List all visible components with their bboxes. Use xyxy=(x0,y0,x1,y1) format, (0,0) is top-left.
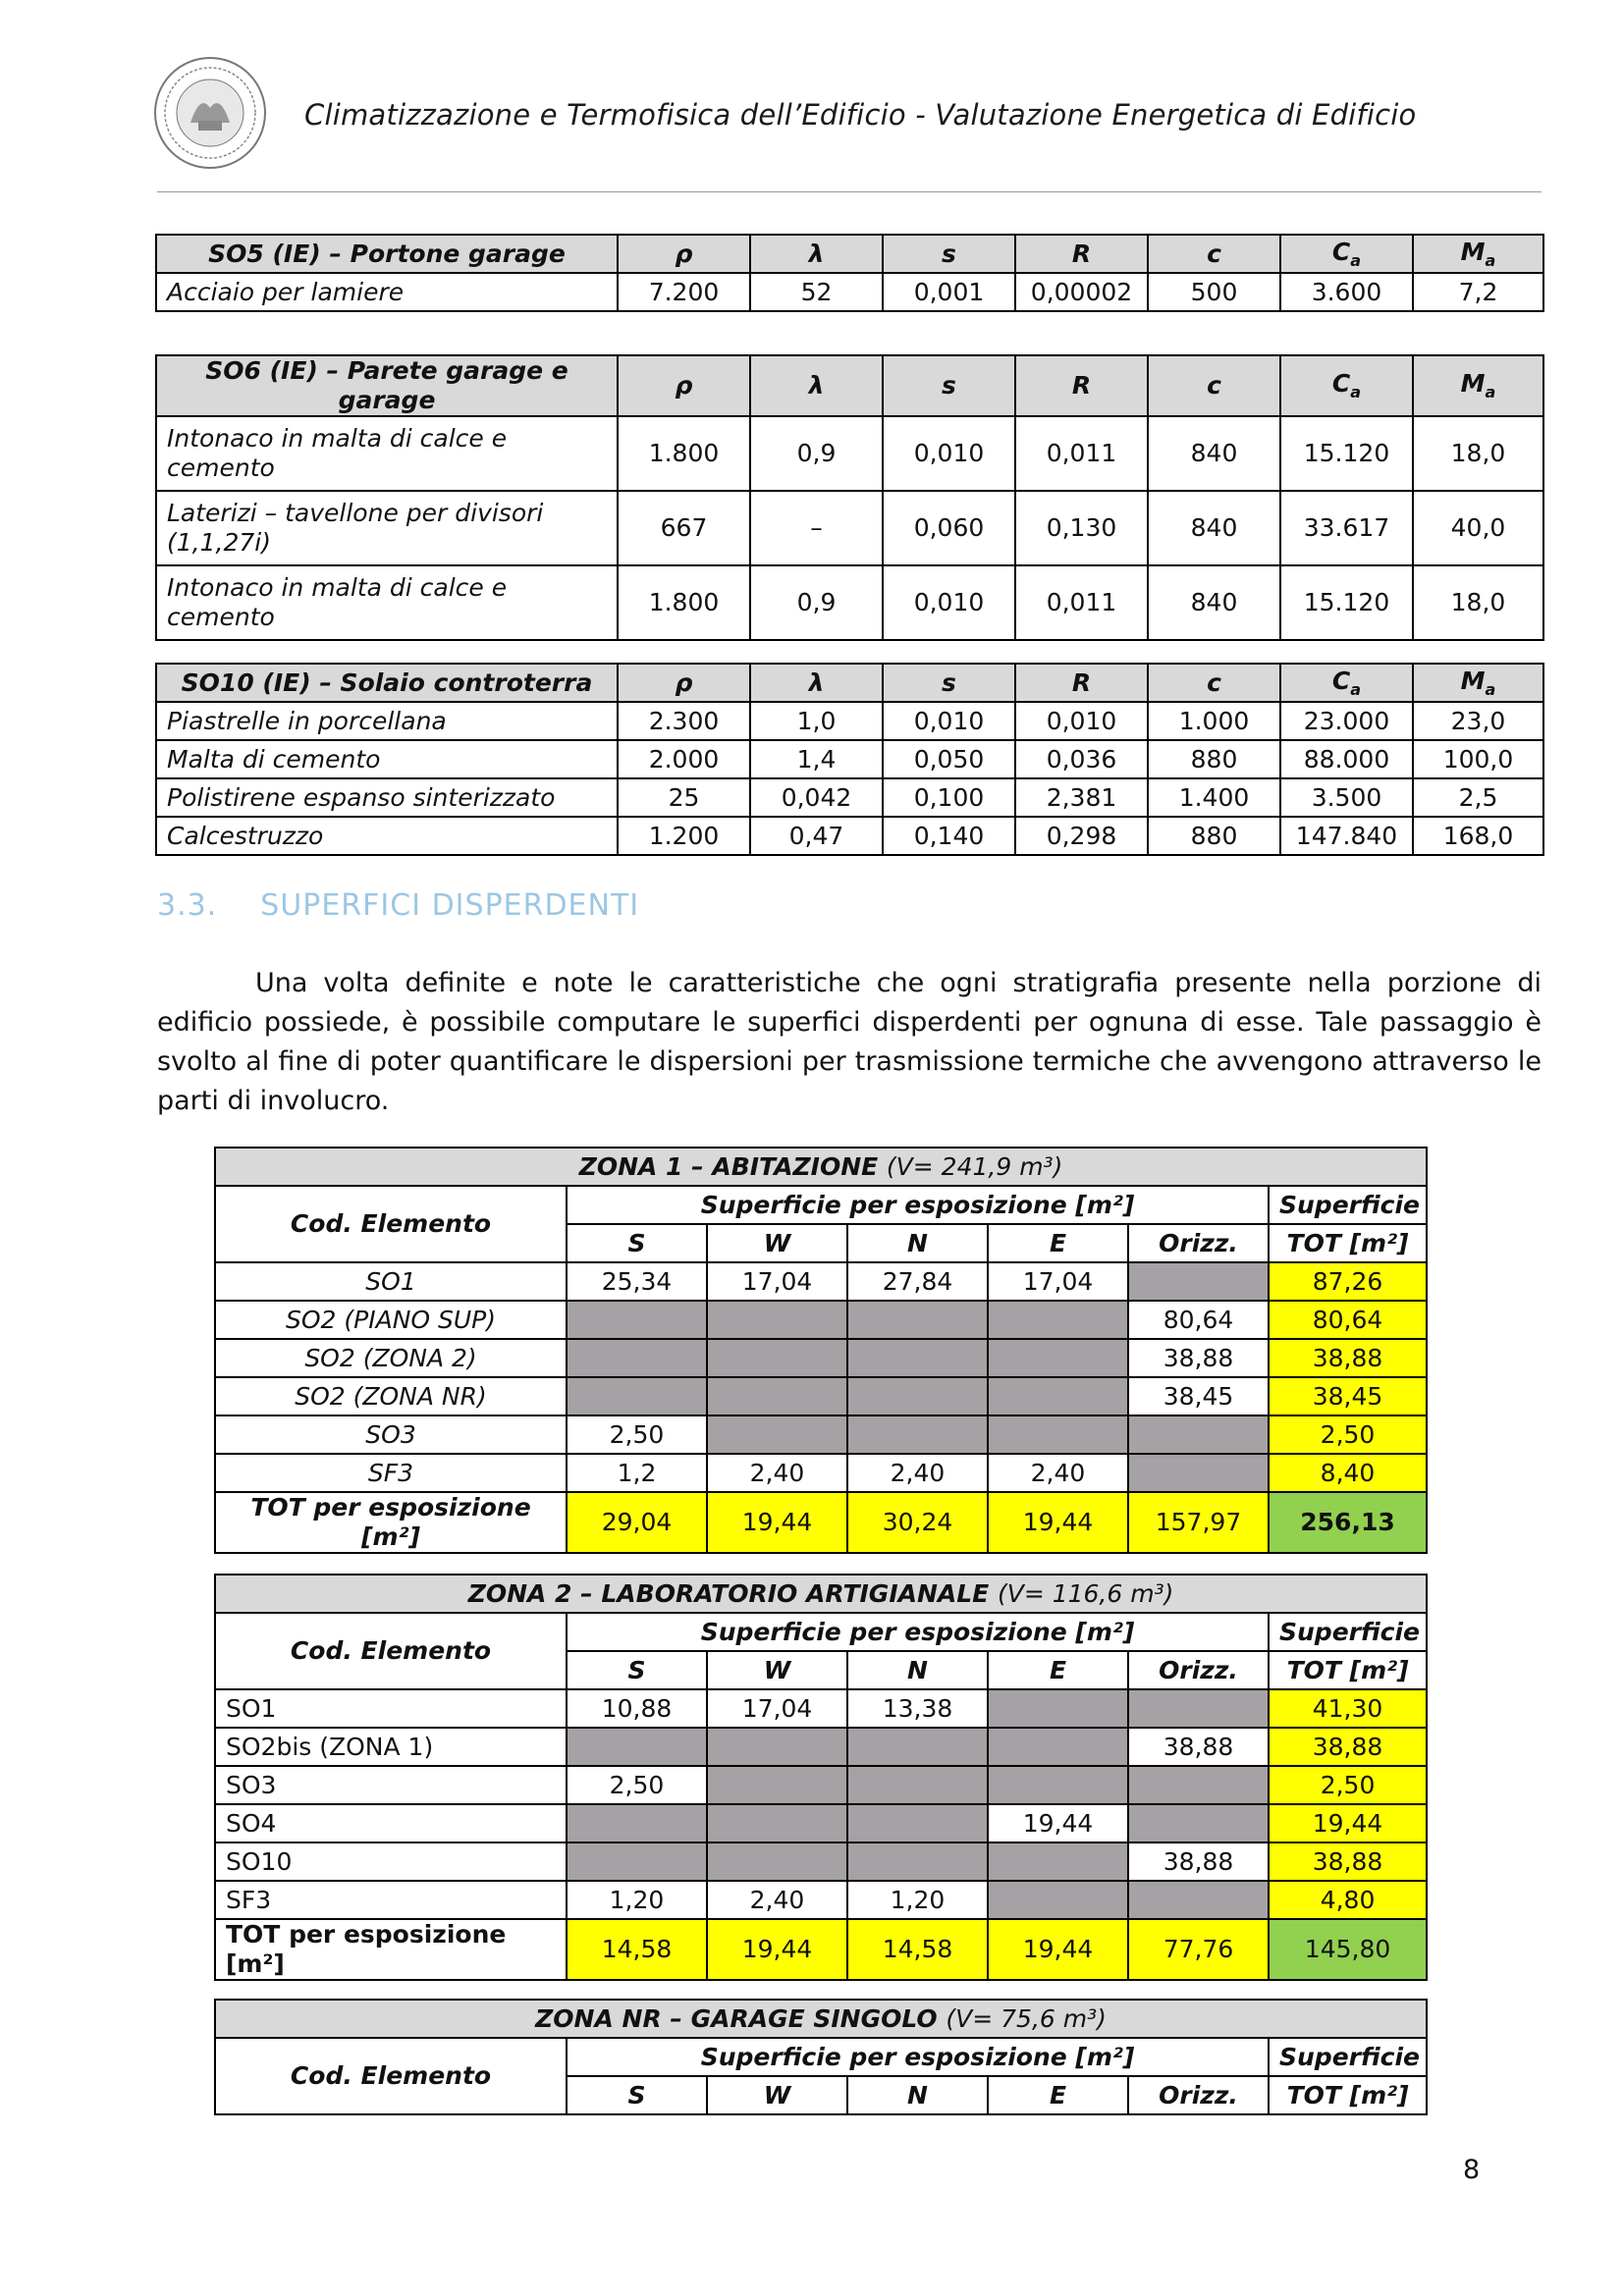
cell-orizz xyxy=(1128,1262,1269,1301)
section-title: SUPERFICI DISPERDENTI xyxy=(260,888,640,923)
cell-e: 17,04 xyxy=(988,1262,1128,1301)
row-name: Malta di cemento xyxy=(156,740,618,778)
table-row xyxy=(215,1415,1427,1454)
zone-name: ZONA 2 – LABORATORIO ARTIGIANALE xyxy=(467,1578,990,1608)
cell-e xyxy=(988,1377,1128,1415)
cell-w xyxy=(707,1339,847,1377)
cell-n xyxy=(847,1766,988,1804)
zone-volume: (V= 116,6 m³) xyxy=(997,1578,1174,1608)
cell-e xyxy=(988,1689,1128,1728)
total-header-1: Superficie xyxy=(1269,1186,1427,1224)
table-row xyxy=(215,1728,1427,1766)
cell: 0,036 xyxy=(1015,740,1148,778)
total-orizz: 157,97 xyxy=(1128,1492,1269,1553)
cell-e xyxy=(988,1728,1128,1766)
cell: 880 xyxy=(1148,740,1280,778)
col-ca: $C_a$ xyxy=(1280,355,1413,416)
cell: 667 xyxy=(618,491,750,565)
col-c: c xyxy=(1148,664,1280,702)
cell-s xyxy=(567,1804,707,1842)
total-s: 14,58 xyxy=(567,1919,707,1980)
cell: 15.120 xyxy=(1280,565,1413,640)
totals-row xyxy=(215,1919,1427,1980)
totals-label: TOT per esposizione [m²] xyxy=(215,1492,567,1553)
exp-s: S xyxy=(567,2076,707,2114)
cell-n xyxy=(847,1804,988,1842)
table-title: SO5 (IE) – Portone garage xyxy=(156,235,618,273)
cell-orizz: 38,88 xyxy=(1128,1339,1269,1377)
code: SO4 xyxy=(215,1804,567,1842)
zone-name: ZONA 1 – ABITAZIONE xyxy=(578,1151,879,1181)
cell: 840 xyxy=(1148,416,1280,491)
cell-orizz xyxy=(1128,1415,1269,1454)
cell-total: 4,80 xyxy=(1269,1881,1427,1919)
table-row xyxy=(215,1262,1427,1301)
cell-w xyxy=(707,1415,847,1454)
cell: 1.000 xyxy=(1148,702,1280,740)
table-row xyxy=(156,778,1543,817)
cell-w: 2,40 xyxy=(707,1454,847,1492)
cell: 0,042 xyxy=(750,778,883,817)
cell: 1.800 xyxy=(618,416,750,491)
row-name: Calcestruzzo xyxy=(156,817,618,855)
table-row xyxy=(156,702,1543,740)
cell-n xyxy=(847,1728,988,1766)
cell: 3.600 xyxy=(1280,273,1413,311)
cod-elemento-header: Cod. Elemento xyxy=(215,1186,567,1262)
section-number: 3.3. xyxy=(157,888,218,923)
code: SO2 (ZONA NR) xyxy=(215,1377,567,1415)
col-rho: ρ xyxy=(618,355,750,416)
code: SO2bis (ZONA 1) xyxy=(215,1728,567,1766)
cell-total: 2,50 xyxy=(1269,1415,1427,1454)
header-title: Climatizzazione e Termofisica dell’Edificio - Valutazione Energetica di Edificio xyxy=(304,98,1417,132)
cell-total: 80,64 xyxy=(1269,1301,1427,1339)
cell-w: 17,04 xyxy=(707,1262,847,1301)
table-zona-2 xyxy=(214,1574,1428,1981)
total-n: 30,24 xyxy=(847,1492,988,1553)
cell-e xyxy=(988,1842,1128,1881)
code: SO1 xyxy=(215,1689,567,1728)
col-lambda: λ xyxy=(750,235,883,273)
total-header-2: TOT [m²] xyxy=(1269,2076,1427,2114)
cell: 23,0 xyxy=(1413,702,1543,740)
table-row xyxy=(156,740,1543,778)
code: SF3 xyxy=(215,1454,567,1492)
cell-n: 1,20 xyxy=(847,1881,988,1919)
cell-w xyxy=(707,1766,847,1804)
cell: 840 xyxy=(1148,491,1280,565)
table-row xyxy=(156,416,1543,491)
table-row xyxy=(215,1842,1427,1881)
col-c: c xyxy=(1148,235,1280,273)
cell-s xyxy=(567,1728,707,1766)
zone-title-row xyxy=(215,1148,1427,1186)
col-ma: $M_a$ xyxy=(1413,355,1543,416)
cell-orizz: 38,88 xyxy=(1128,1842,1269,1881)
cell: 52 xyxy=(750,273,883,311)
university-seal-icon xyxy=(151,54,269,172)
cell: 1.200 xyxy=(618,817,750,855)
cell-total: 8,40 xyxy=(1269,1454,1427,1492)
table-row xyxy=(215,1339,1427,1377)
paragraph-text: Una volta definite e note le caratteristiche che ogni stratigrafia presente nella porzione di edificio possiede, è possibile computare le superfici disperdenti per ognuna di esse. Tale passaggio è svolto al fine di poter quantificare le dispersioni per trasmissione termiche che avvengono attraverso le parti di involucro. xyxy=(157,968,1542,1116)
cell: 500 xyxy=(1148,273,1280,311)
cell-w: 17,04 xyxy=(707,1689,847,1728)
cell-total: 38,45 xyxy=(1269,1377,1427,1415)
cell-w xyxy=(707,1301,847,1339)
col-c: c xyxy=(1148,355,1280,416)
cell: 168,0 xyxy=(1413,817,1543,855)
cell-n xyxy=(847,1339,988,1377)
zone-title xyxy=(215,1148,1427,1186)
table-row xyxy=(215,1377,1427,1415)
table-zona-1 xyxy=(214,1147,1428,1554)
cell: – xyxy=(750,491,883,565)
cell: 0,011 xyxy=(1015,416,1148,491)
code: SO3 xyxy=(215,1415,567,1454)
row-name: Intonaco in malta di calce e cemento xyxy=(156,565,618,640)
table-row xyxy=(215,1881,1427,1919)
zone-header-row xyxy=(215,2038,1427,2076)
col-s: s xyxy=(883,664,1015,702)
cell: 0,060 xyxy=(883,491,1015,565)
cell: 1.400 xyxy=(1148,778,1280,817)
cell: 1,4 xyxy=(750,740,883,778)
totals-row xyxy=(215,1492,1427,1553)
cell-w xyxy=(707,1728,847,1766)
surface-header: Superficie per esposizione [m²] xyxy=(567,1186,1269,1224)
cell-s: 2,50 xyxy=(567,1766,707,1804)
cell: 88.000 xyxy=(1280,740,1413,778)
cell-w xyxy=(707,1804,847,1842)
section-heading xyxy=(157,888,639,923)
cell-e xyxy=(988,1881,1128,1919)
row-name: Acciaio per lamiere xyxy=(156,273,618,311)
surface-header: Superficie per esposizione [m²] xyxy=(567,2038,1269,2076)
cell: 7,2 xyxy=(1413,273,1543,311)
cell-s xyxy=(567,1842,707,1881)
cell-e xyxy=(988,1766,1128,1804)
grand-total: 145,80 xyxy=(1269,1919,1427,1980)
cell-total: 19,44 xyxy=(1269,1804,1427,1842)
col-lambda: λ xyxy=(750,664,883,702)
cell: 0,010 xyxy=(1015,702,1148,740)
exp-e: E xyxy=(988,2076,1128,2114)
cell: 0,050 xyxy=(883,740,1015,778)
cell: 0,010 xyxy=(883,565,1015,640)
table-header-row xyxy=(156,664,1543,702)
cell: 0,9 xyxy=(750,416,883,491)
cod-elemento-header: Cod. Elemento xyxy=(215,1613,567,1689)
cell: 2.300 xyxy=(618,702,750,740)
table-zona-nr xyxy=(214,1999,1428,2115)
table-row xyxy=(215,1689,1427,1728)
cell-s xyxy=(567,1301,707,1339)
table-row xyxy=(156,491,1543,565)
cell: 1.800 xyxy=(618,565,750,640)
totals-label: TOT per esposizione [m²] xyxy=(215,1919,567,1980)
cell-n xyxy=(847,1842,988,1881)
total-header-1: Superficie xyxy=(1269,2038,1427,2076)
zone-header-row xyxy=(215,1186,1427,1224)
code: SO3 xyxy=(215,1766,567,1804)
cell: 0,010 xyxy=(883,702,1015,740)
zone-name: ZONA NR – GARAGE SINGOLO xyxy=(535,2003,938,2033)
cell-orizz: 38,45 xyxy=(1128,1377,1269,1415)
exp-w: W xyxy=(707,1651,847,1689)
cell: 2.000 xyxy=(618,740,750,778)
cell-w: 2,40 xyxy=(707,1881,847,1919)
exp-w: W xyxy=(707,2076,847,2114)
cell: 0,47 xyxy=(750,817,883,855)
cell: 18,0 xyxy=(1413,565,1543,640)
exp-e: E xyxy=(988,1651,1128,1689)
table-header-row xyxy=(156,355,1543,416)
table-row xyxy=(156,273,1543,311)
cell-s: 2,50 xyxy=(567,1415,707,1454)
total-e: 19,44 xyxy=(988,1919,1128,1980)
cell-total: 41,30 xyxy=(1269,1689,1427,1728)
cell: 15.120 xyxy=(1280,416,1413,491)
header-divider xyxy=(157,191,1542,192)
col-lambda: λ xyxy=(750,355,883,416)
zone-volume: (V= 75,6 m³) xyxy=(946,2003,1107,2033)
total-header-2: TOT [m²] xyxy=(1269,1224,1427,1262)
cell: 40,0 xyxy=(1413,491,1543,565)
total-header-1: Superficie xyxy=(1269,1613,1427,1651)
cell-n: 13,38 xyxy=(847,1689,988,1728)
cell: 880 xyxy=(1148,817,1280,855)
cell: 23.000 xyxy=(1280,702,1413,740)
cell: 2,5 xyxy=(1413,778,1543,817)
cell-s: 1,20 xyxy=(567,1881,707,1919)
exp-orizz: Orizz. xyxy=(1128,2076,1269,2114)
cell-e: 19,44 xyxy=(988,1804,1128,1842)
col-rho: ρ xyxy=(618,664,750,702)
cell: 100,0 xyxy=(1413,740,1543,778)
cell-s xyxy=(567,1377,707,1415)
zone-header-row xyxy=(215,1613,1427,1651)
code: SF3 xyxy=(215,1881,567,1919)
code: SO2 (PIANO SUP) xyxy=(215,1301,567,1339)
table-title: SO10 (IE) – Solaio controterra xyxy=(156,664,618,702)
exp-orizz: Orizz. xyxy=(1128,1651,1269,1689)
total-n: 14,58 xyxy=(847,1919,988,1980)
zone-title-row xyxy=(215,2000,1427,2038)
table-row xyxy=(215,1766,1427,1804)
cell-w xyxy=(707,1377,847,1415)
cell-n xyxy=(847,1301,988,1339)
cell-total: 2,50 xyxy=(1269,1766,1427,1804)
zone-title xyxy=(215,1575,1427,1613)
total-s: 29,04 xyxy=(567,1492,707,1553)
cell: 0,130 xyxy=(1015,491,1148,565)
cell: 0,140 xyxy=(883,817,1015,855)
cell: 7.200 xyxy=(618,273,750,311)
cell-e xyxy=(988,1301,1128,1339)
code: SO2 (ZONA 2) xyxy=(215,1339,567,1377)
cell-e xyxy=(988,1339,1128,1377)
cell: 0,298 xyxy=(1015,817,1148,855)
cell: 1,0 xyxy=(750,702,883,740)
total-orizz: 77,76 xyxy=(1128,1919,1269,1980)
cell: 0,010 xyxy=(883,416,1015,491)
cell-orizz: 38,88 xyxy=(1128,1728,1269,1766)
row-name: Piastrelle in porcellana xyxy=(156,702,618,740)
page-number: 8 xyxy=(1463,2155,1481,2185)
col-rho: ρ xyxy=(618,235,750,273)
row-name: Polistirene espanso sinterizzato xyxy=(156,778,618,817)
exp-n: N xyxy=(847,2076,988,2114)
exp-n: N xyxy=(847,1224,988,1262)
cell-orizz xyxy=(1128,1766,1269,1804)
table-row xyxy=(215,1301,1427,1339)
cell: 0,00002 xyxy=(1015,273,1148,311)
cod-elemento-header: Cod. Elemento xyxy=(215,2038,567,2114)
row-name: Intonaco in malta di calce e cemento xyxy=(156,416,618,491)
table-row xyxy=(215,1804,1427,1842)
cell: 0,9 xyxy=(750,565,883,640)
cell: 0,011 xyxy=(1015,565,1148,640)
table-so6 xyxy=(155,354,1544,641)
col-ma: $M_a$ xyxy=(1413,235,1543,273)
exp-n: N xyxy=(847,1651,988,1689)
cell: 0,001 xyxy=(883,273,1015,311)
cell-orizz xyxy=(1128,1881,1269,1919)
table-row xyxy=(215,1454,1427,1492)
cell-orizz xyxy=(1128,1689,1269,1728)
cell-total: 38,88 xyxy=(1269,1728,1427,1766)
cell-n xyxy=(847,1377,988,1415)
cell-orizz xyxy=(1128,1454,1269,1492)
cell-orizz xyxy=(1128,1804,1269,1842)
total-header-2: TOT [m²] xyxy=(1269,1651,1427,1689)
cell: 18,0 xyxy=(1413,416,1543,491)
zone-title xyxy=(215,2000,1427,2038)
cell: 2,381 xyxy=(1015,778,1148,817)
grand-total: 256,13 xyxy=(1269,1492,1427,1553)
table-row xyxy=(156,817,1543,855)
body-paragraph xyxy=(157,964,1542,1121)
cell-s: 1,2 xyxy=(567,1454,707,1492)
col-r: R xyxy=(1015,664,1148,702)
cell-s: 10,88 xyxy=(567,1689,707,1728)
table-title: SO6 (IE) – Parete garage e garage xyxy=(156,355,618,416)
total-e: 19,44 xyxy=(988,1492,1128,1553)
table-so5 xyxy=(155,234,1544,312)
cell: 840 xyxy=(1148,565,1280,640)
cell: 25 xyxy=(618,778,750,817)
exp-orizz: Orizz. xyxy=(1128,1224,1269,1262)
cell-n: 2,40 xyxy=(847,1454,988,1492)
exp-e: E xyxy=(988,1224,1128,1262)
cell-s xyxy=(567,1339,707,1377)
cell: 33.617 xyxy=(1280,491,1413,565)
cell-total: 38,88 xyxy=(1269,1842,1427,1881)
cell-orizz: 80,64 xyxy=(1128,1301,1269,1339)
exp-s: S xyxy=(567,1651,707,1689)
col-ma: $M_a$ xyxy=(1413,664,1543,702)
cell-s: 25,34 xyxy=(567,1262,707,1301)
code: SO1 xyxy=(215,1262,567,1301)
col-s: s xyxy=(883,235,1015,273)
cell: 3.500 xyxy=(1280,778,1413,817)
code: SO10 xyxy=(215,1842,567,1881)
zone-volume: (V= 241,9 m³) xyxy=(886,1151,1063,1181)
col-r: R xyxy=(1015,235,1148,273)
cell-n xyxy=(847,1415,988,1454)
total-w: 19,44 xyxy=(707,1492,847,1553)
surface-header: Superficie per esposizione [m²] xyxy=(567,1613,1269,1651)
cell: 0,100 xyxy=(883,778,1015,817)
col-ca: $C_a$ xyxy=(1280,664,1413,702)
table-row xyxy=(156,565,1543,640)
table-so10 xyxy=(155,663,1544,856)
cell-n: 27,84 xyxy=(847,1262,988,1301)
cell: 147.840 xyxy=(1280,817,1413,855)
cell-w xyxy=(707,1842,847,1881)
zone-title-row xyxy=(215,1575,1427,1613)
exp-s: S xyxy=(567,1224,707,1262)
col-ca: $C_a$ xyxy=(1280,235,1413,273)
table-header-row xyxy=(156,235,1543,273)
row-name: Laterizi – tavellone per divisori (1,1,27i) xyxy=(156,491,618,565)
total-w: 19,44 xyxy=(707,1919,847,1980)
cell-e: 2,40 xyxy=(988,1454,1128,1492)
col-r: R xyxy=(1015,355,1148,416)
cell-total: 87,26 xyxy=(1269,1262,1427,1301)
exp-w: W xyxy=(707,1224,847,1262)
col-s: s xyxy=(883,355,1015,416)
cell-total: 38,88 xyxy=(1269,1339,1427,1377)
cell-e xyxy=(988,1415,1128,1454)
